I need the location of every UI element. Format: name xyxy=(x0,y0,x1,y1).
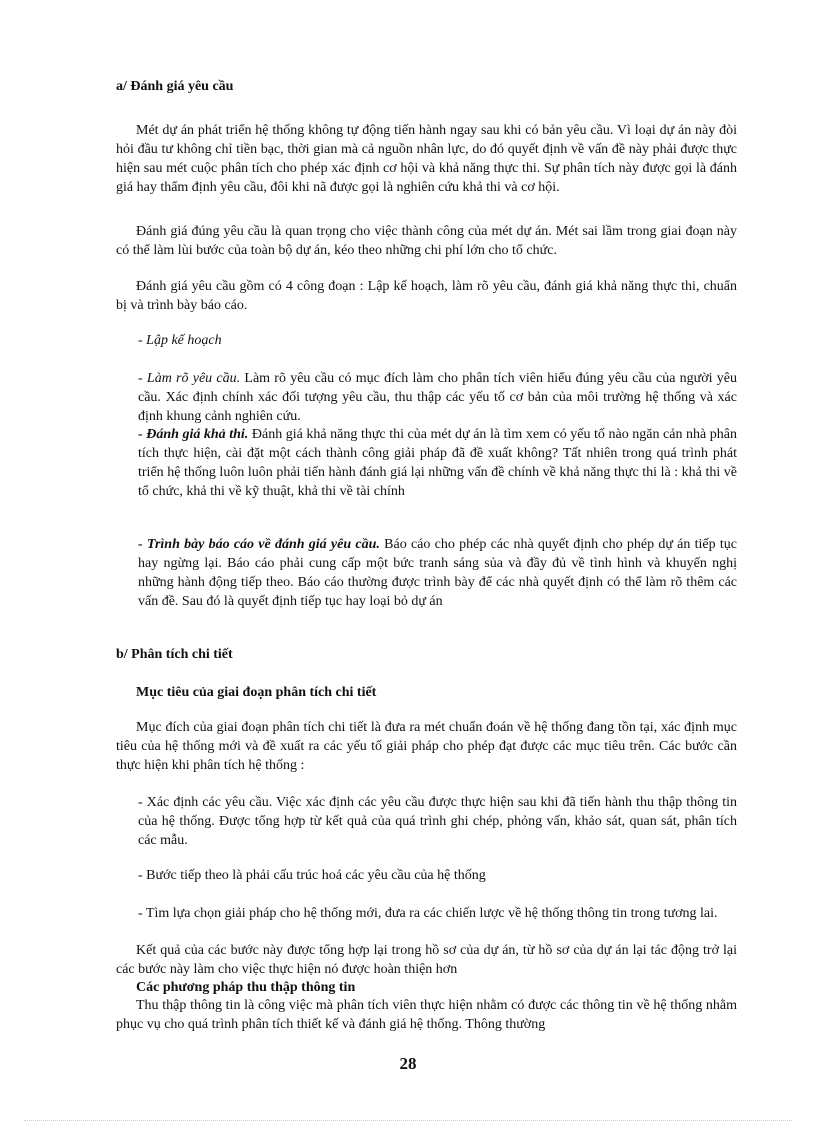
list-item-lap-ke-hoach: - Lập kế hoạch xyxy=(138,333,222,348)
heading-b: b/ Phân tích chi tiết xyxy=(116,647,233,662)
list-item-lam-ro-yeu-cau xyxy=(138,369,737,426)
paragraph-b2: Kết quả của các bước này được tổng hợp lại trong hồ sơ của dự án, từ hồ sơ của dự án lại tác động trở lại các bước này làm cho việc thực hiện nó được hoàn thiện hơn xyxy=(116,943,737,977)
paragraph-b1: Mục đích của giai đoạn phân tích chi tiết là đưa ra mét chuẩn đoán về hệ thống đang tồn tại, xác định mục tiêu của hệ thống mới và đề xuất ra các yếu tố giải pháp cho phép đạt được các mục tiêu trên. Các bước cần thực hiện khi phân tích hệ thống : xyxy=(116,720,737,773)
list-item-cau-truc-hoa: - Bước tiếp theo là phải cấu trúc hoá các yêu cầu của hệ thống xyxy=(138,868,486,883)
heading-a: a/ Đánh giá yêu cầu xyxy=(116,79,234,94)
list-item-text: Báo cáo cho phép các nhà quyết định cho phép dự án tiếp tục hay ngừng lại. Báo cáo phải cung cấp một bức tranh sáng sủa và đầy đủ về tình hình và khuyến nghị những hành động tiếp theo. Báo cáo thường được trình bày để các nhà quyết định có thể làm rõ thêm các vấn đề. Sau đó là quyết định tiếp tục hay loại bỏ dự án xyxy=(138,537,737,609)
list-item-lead: - Đánh giá khả thi. xyxy=(138,427,249,442)
list-item-danh-gia-kha-thi xyxy=(138,425,737,501)
paragraph-b3: Thu thập thông tin là công việc mà phân tích viên thực hiện nhằm có được các thông tin về hệ thống nhằm phục vụ cho quá trình phân tích thiết kế và đánh giá hệ thống. Thông thường xyxy=(116,998,737,1032)
list-item-lua-chon-giai-phap: - Tìm lựa chọn giải pháp cho hệ thống mới, đưa ra các chiến lược về hệ thống thông tin trong tương lai. xyxy=(138,906,718,921)
paragraph-a3: Đánh giá yêu cầu gồm có 4 công đoạn : Lập kế hoạch, làm rõ yêu cầu, đánh giá khả năng thực thi, chuẩn bị và trình bày báo cáo. xyxy=(116,279,737,313)
list-item-text: Làm rõ yêu cầu có mục đích làm cho phân tích viên hiểu đúng yêu cầu của người yêu cầu. Xác định chính xác đối tượng yêu cầu, thu thập các yếu tố cơ bản của môi trường hệ thống và xác định khung cảnh nghiên cứu. xyxy=(138,371,737,424)
list-item-text: Đánh giá khả năng thực thi của mét dự án là tìm xem có yếu tố nào ngăn cản nhà phân tích thực hiện, cài đặt một cách thành công giải pháp đã đề xuất không? Tất nhiên trong quá trình phát triển hệ thống luôn luôn phải tiến hành đánh giá lại những vấn đề chính về khả năng thực thi là : khả thi về tổ chức, khả thi về kỹ thuật, khả thi về tài chính xyxy=(138,427,737,499)
list-item-lead: - Làm rõ yêu cầu. xyxy=(138,371,241,386)
list-item-xac-dinh-yeu-cau: - Xác định các yêu cầu. Việc xác định các yêu cầu được thực hiện sau khi đã tiến hành thu thập thông tin của hệ thống. Được tổng hợp từ kết quả của quá trình ghi chép, phỏng vấn, khảo sát, quan sát, phân tích các mẫu. xyxy=(138,795,737,848)
paragraph-a2: Đánh giá đúng yêu cầu là quan trọng cho việc thành công của mét dự án. Mét sai lầm trong giai đoạn này có thể làm lùi bước của toàn bộ dự án, kéo theo những chi phí lớn cho tổ chức. xyxy=(116,224,737,258)
list-item-trinh-bay-bao-cao xyxy=(138,535,737,611)
subheading-muc-tieu: Mục tiêu của giai đoạn phân tích chi tiết xyxy=(136,685,377,700)
list-item-lead: - Trình bày báo cáo về đánh giá yêu cầu. xyxy=(138,537,380,552)
subheading-phuong-phap: Các phương pháp thu thập thông tin xyxy=(136,980,356,995)
page-divider xyxy=(24,1120,792,1121)
paragraph-a1: Mét dự án phát triển hệ thống không tự động tiến hành ngay sau khi có bản yêu cầu. Vì loại dự án này đòi hỏi đầu tư không chỉ tiền bạc, thời gian mà cả nguồn nhân lực, do đó quyết định về vấn đề này phải được thực hiện sau mét cuộc phân tích cho phép xác định cơ hội và khả năng thực thi. Sự phân tích này được gọi là đánh giá hay thẩm định yêu cầu, đôi khi nã được gọi là nghiên cứu khả thi và cơ hội. xyxy=(116,123,737,195)
page-number: 28 xyxy=(399,1054,417,1073)
